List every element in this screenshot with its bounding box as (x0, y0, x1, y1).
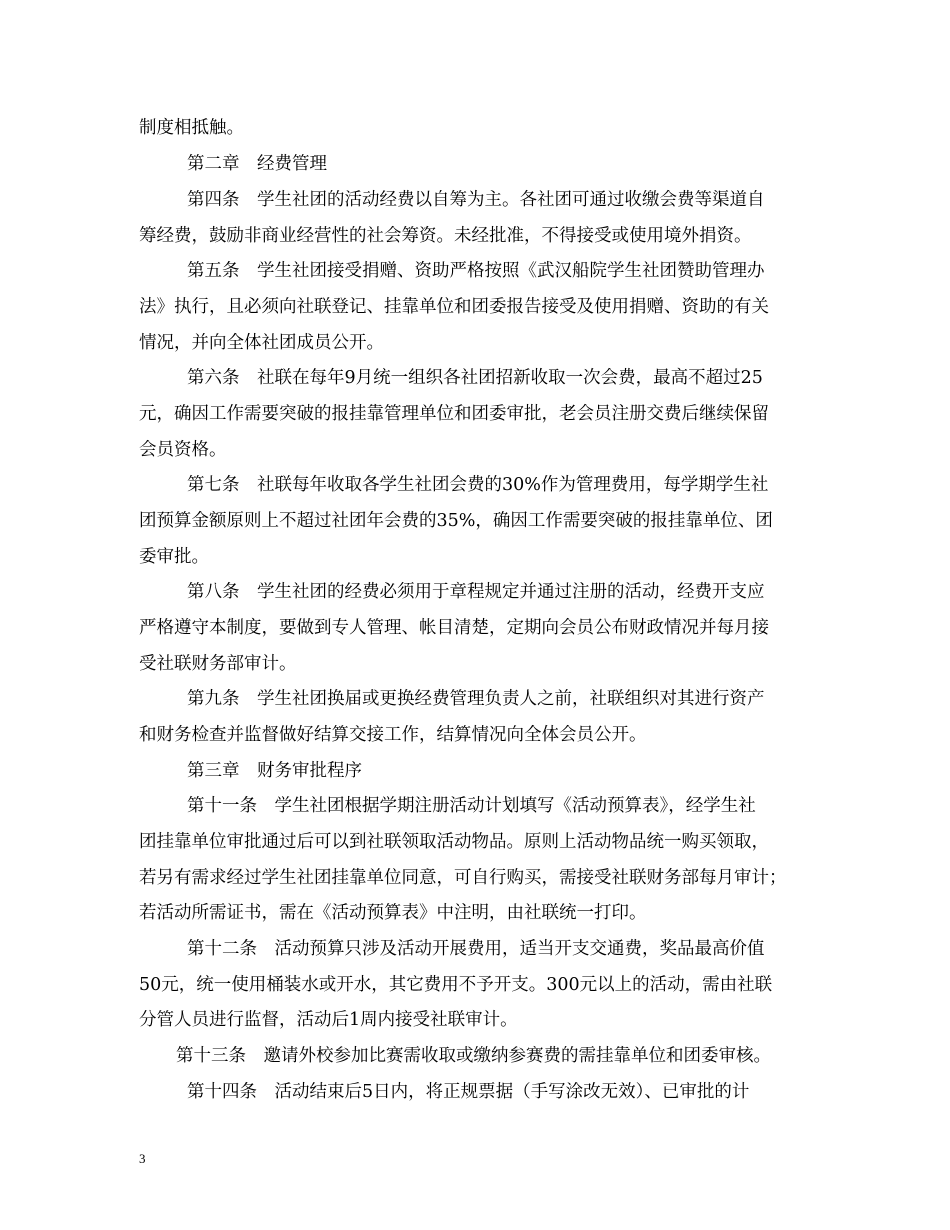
text-line: 第四条 学生社团的活动经费以自筹为主。各社团可通过收缴会费等渠道自 (187, 190, 765, 210)
text-line: 若活动所需证书，需在《活动预算表》中注明，由社联统一打印。 (139, 903, 647, 923)
text-line: 法》执行，且必须向社联登记、挂靠单位和团委报告接受及使用捐赠、资助的有关 (139, 297, 769, 317)
text-line: 第十二条 活动预算只涉及活动开展费用，适当开支交通费，奖品最高价值 (187, 939, 765, 959)
page-number: 3 (139, 1151, 146, 1166)
text-line: 第十三条 邀请外校参加比赛需收取或缴纳参赛费的需挂靠单位和团委审核。 (176, 1046, 771, 1066)
text-line: 第七条 社联每年收取各学生社团会费的30%作为管理费用，每学期学生社 (187, 475, 769, 495)
text-line: 第九条 学生社团换届或更换经费管理负责人之前，社联组织对其进行资产 (187, 689, 765, 709)
text-line: 团预算金额原则上不超过社团年会费的35%，确因工作需要突破的报挂靠单位、团 (139, 511, 773, 531)
text-line: 第五条 学生社团接受捐赠、资助严格按照《武汉船院学生社团赞助管理办 (187, 261, 765, 281)
text-line: 会员资格。 (139, 440, 227, 460)
chapter-heading: 第二章 经费管理 (187, 154, 327, 174)
text-line: 制度相抵触。 (139, 118, 244, 138)
text-line: 情况，并向全体社团成员公开。 (139, 333, 384, 353)
text-line: 第八条 学生社团的经费必须用于章程规定并通过注册的活动，经费开支应 (187, 582, 765, 602)
text-line: 分管人员进行监督，活动后1周内接受社联审计。 (139, 1010, 518, 1030)
text-line: 若另有需求经过学生社团挂靠单位同意，可自行购买，需接受社联财务部每月审计； (139, 868, 787, 888)
text-line: 和财务检查并监督做好结算交接工作，结算情况向全体会员公开。 (139, 725, 647, 745)
text-line: 严格遵守本制度，要做到专人管理、帐目清楚，定期向会员公布财政情况并每月接 (139, 618, 769, 638)
text-line: 第六条 社联在每年9月统一组织各社团招新收取一次会费，最高不超过25 (187, 368, 763, 388)
text-line: 第十四条 活动结束后5日内，将正规票据（手写涂改无效）、已审批的计 (187, 1082, 750, 1102)
text-line: 元，确因工作需要突破的报挂靠管理单位和团委审批，老会员注册交费后继续保留 (139, 404, 769, 424)
chapter-heading: 第三章 财务审批程序 (187, 761, 362, 781)
text-line: 受社联财务部审计。 (139, 654, 297, 674)
text-line: 委审批。 (139, 547, 209, 567)
text-line: 50元，统一使用桶装水或开水，其它费用不予开支。300元以上的活动，需由社联 (139, 975, 773, 995)
text-line: 筹经费，鼓励非商业经营性的社会筹资。未经批准，不得接受或使用境外捐资。 (139, 226, 752, 246)
text-line: 团挂靠单位审批通过后可以到社联领取活动物品。原则上活动物品统一购买领取， (139, 832, 769, 852)
text-line: 第十一条 学生社团根据学期注册活动计划填写《活动预算表》，经学生社 (187, 796, 756, 816)
